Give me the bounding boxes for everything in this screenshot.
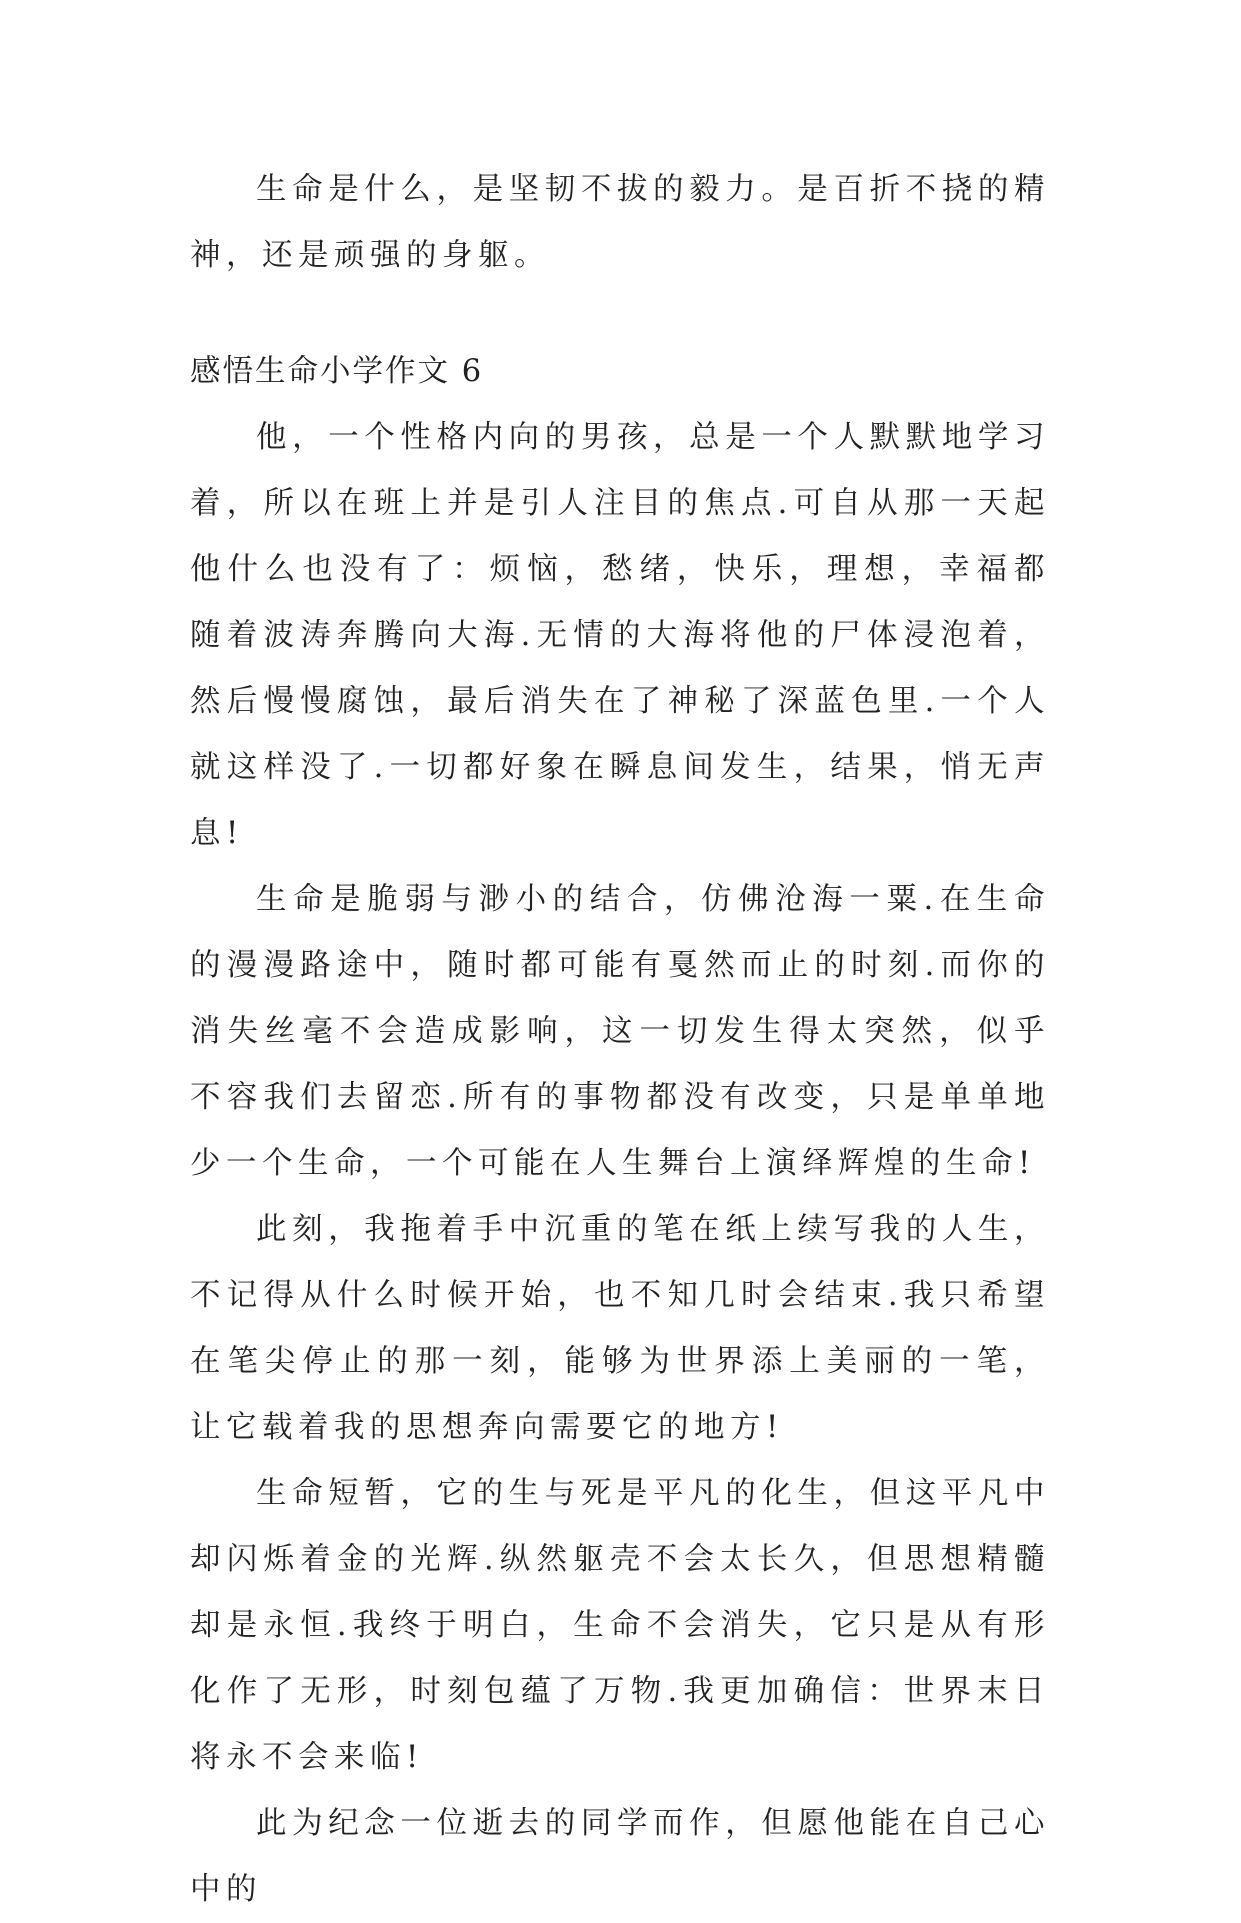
paragraph-1: 他，一个性格内向的男孩，总是一个人默默地学习着，所以在班上并是引人注目的焦点.可自从那一天起他什么也没有了：烦恼，愁绪，快乐，理想，幸福都随着波涛奔腾向大海.无情的大海将他的尸体浸泡着，然后慢慢腐蚀，最后消失在了神秘了深蓝色里.一个人就这样没了.一切都好象在瞬息间发生，结果，悄无声息! (190, 420, 1050, 851)
paragraph-2: 生命是脆弱与渺小的结合，仿佛沧海一粟.在生命的漫漫路途中，随时都可能有戛然而止的时刻.而你的消失丝毫不会造成影响，这一切发生得太突然，似乎不容我们去留恋.所有的事物都没有改变，只是单单地少一个生命，一个可能在人生舞台上演绎辉煌的生命! (190, 882, 1050, 1181)
section-title: 感悟生命小学作文 6 (190, 354, 484, 389)
intro-paragraph: 生命是什么，是坚韧不拔的毅力。是百折不挠的精神，还是顽强的身躯。 (190, 172, 1050, 273)
document-body (190, 157, 1050, 1923)
paragraph-5: 此为纪念一位逝去的同学而作，但愿他能在自己心中的 (190, 1806, 1050, 1907)
paragraph-3: 此刻，我拖着手中沉重的笔在纸上续写我的人生，不记得从什么时候开始，也不知几时会结束.我只希望在笔尖停止的那一刻，能够为世界添上美丽的一笔，让它载着我的思想奔向需要它的地方! (190, 1212, 1050, 1445)
paragraph-4: 生命短暂，它的生与死是平凡的化生，但这平凡中却闪烁着金的光辉.纵然躯壳不会太长久，但思想精髓却是永恒.我终于明白，生命不会消失，它只是从有形化作了无形，时刻包蕴了万物.我更加确信：世界末日将永不会来临! (190, 1476, 1050, 1775)
